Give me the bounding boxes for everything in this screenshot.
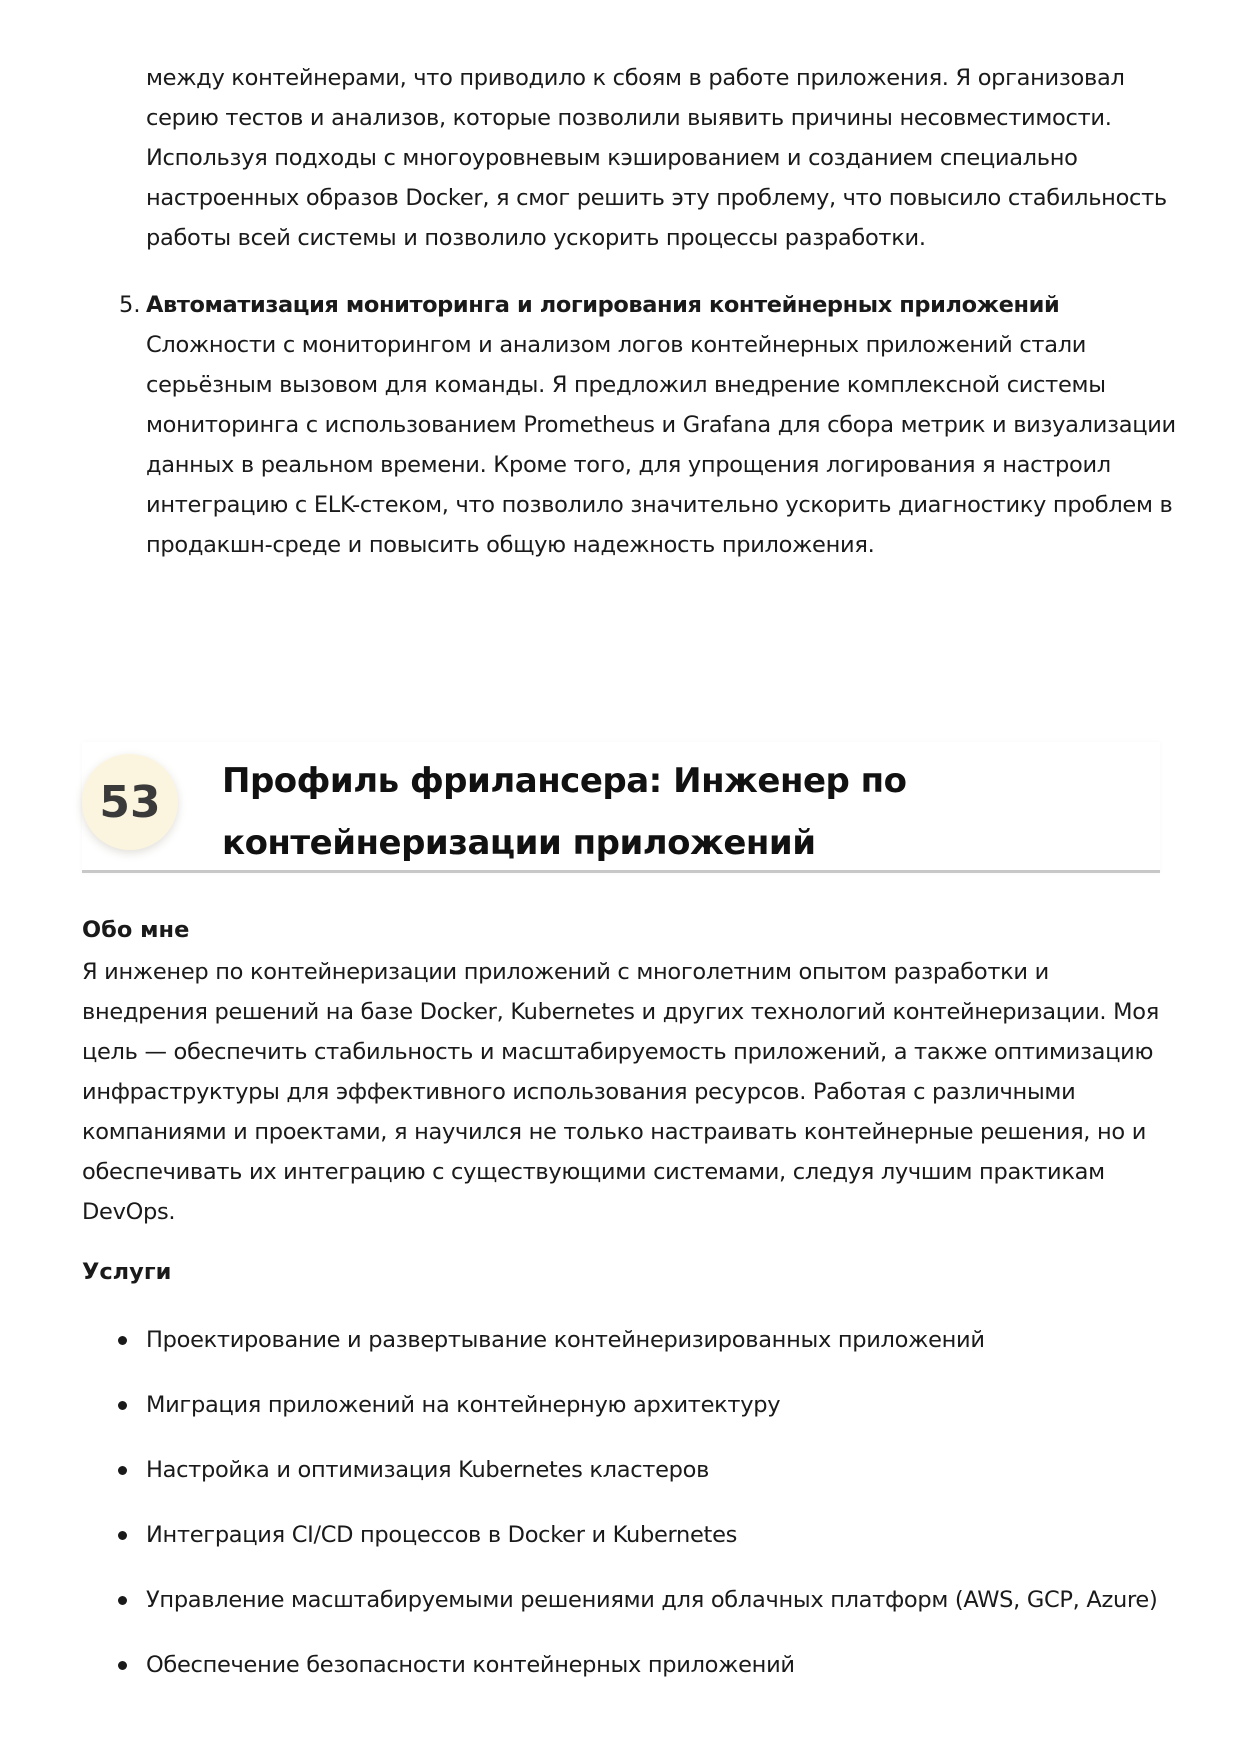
list-item-number: 5.: [119, 292, 141, 318]
profile-title-line2: контейнеризации приложений: [222, 823, 816, 863]
continuation-paragraph: между контейнерами, что приводило к сбоям в работе приложения. Я организовал серию тестов и анализов, которые позволили выявить причины несовместимости. Используя подходы с многоуровневым кэшированием и созданием специально настроенных образов Docker, я смог решить эту проблему, что повысило стабильность работы всей системы и позволило ускорить процессы разработки.: [146, 65, 1167, 251]
list-item: Миграция приложений на контейнерную архитектуру: [82, 1385, 1182, 1450]
about-paragraph: Я инженер по контейнеризации приложений с многолетним опытом разработки и внедрения решений на базе Docker, Kubernetes и других технологий контейнеризации. Моя цель — обеспечить стабильность и масштабируемость приложений, а также оптимизацию инфраструктуры для эффективного использования ресурсов. Работая с различными компаниями и проектами, я научился не только настраивать контейнерные решения, но и обеспечивать их интеграцию с существующими системами, следуя лучшим практикам DevOps.: [82, 959, 1159, 1225]
profile-header: [82, 742, 1160, 873]
list-item-title: Автоматизация мониторинга и логирования контейнерных приложений: [146, 292, 1060, 318]
bullet-icon: [118, 1336, 127, 1345]
profile-title: [222, 750, 1122, 874]
bullet-icon: [118, 1401, 127, 1410]
services-list: [82, 1320, 1182, 1710]
profile-number-badge: 53: [82, 754, 178, 850]
numbered-list-item: [119, 285, 1179, 565]
list-item: Управление масштабируемыми решениями для облачных платформ (AWS, GCP, Azure): [82, 1580, 1182, 1645]
list-item: Интеграция CI/CD процессов в Docker и Kubernetes: [82, 1515, 1182, 1580]
list-item: Проектирование и развертывание контейнеризированных приложений: [82, 1320, 1182, 1385]
bullet-icon: [118, 1661, 127, 1670]
bullet-icon: [118, 1466, 127, 1475]
services-heading: Услуги: [82, 1259, 172, 1285]
list-item-text: Сложности с мониторингом и анализом логов контейнерных приложений стали серьёзным вызовом для команды. Я предложил внедрение комплексной системы мониторинга с использованием Prometheus и Grafana для сбора метрик и визуализации данных в реальном времени. Кроме того, для упрощения логирования я настроил интеграцию с ELK-стеком, что позволило значительно ускорить диагностику проблем в продакшн-среде и повысить общую надежность приложения.: [146, 332, 1176, 558]
list-item: Обеспечение безопасности контейнерных приложений: [82, 1645, 1182, 1710]
profile-title-line1: Профиль фрилансера: Инженер по: [222, 761, 907, 801]
about-heading: Обо мне: [82, 917, 190, 943]
bullet-icon: [118, 1596, 127, 1605]
list-item: Настройка и оптимизация Kubernetes кластеров: [82, 1450, 1182, 1515]
bullet-icon: [118, 1531, 127, 1540]
